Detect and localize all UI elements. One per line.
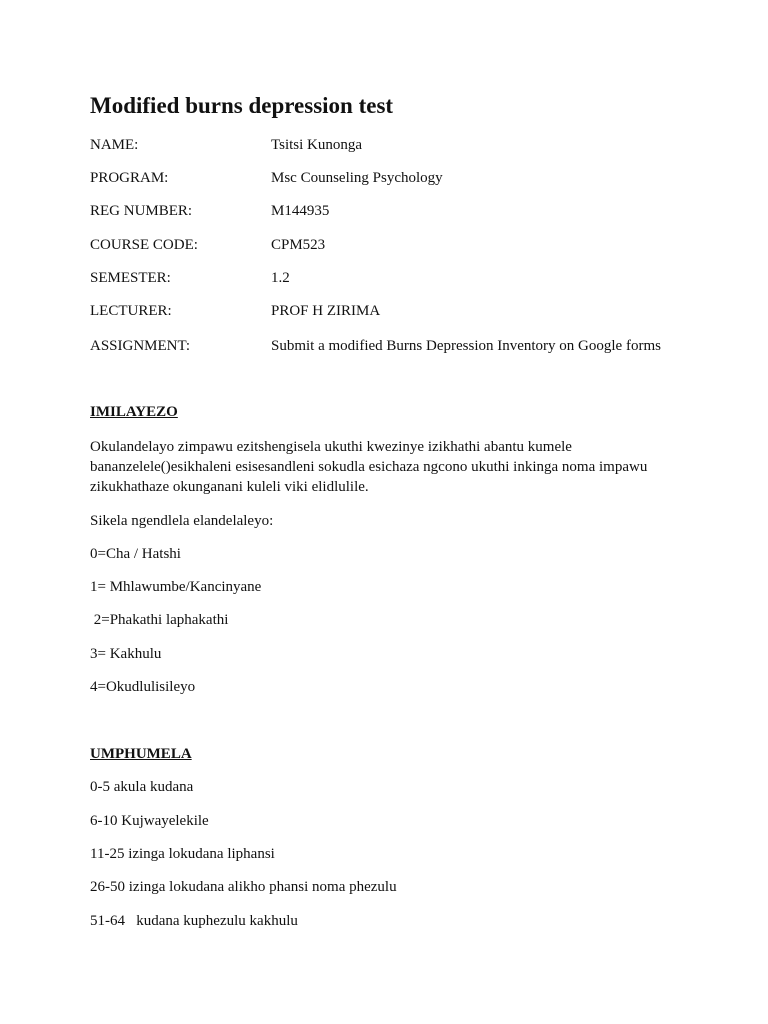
scale-item: 1= Mhlawumbe/Kancinyane — [90, 579, 262, 595]
result-item: 26-50 izinga lokudana alikho phansi noma phezulu — [90, 879, 397, 895]
info-label: COURSE CODE: — [90, 237, 198, 253]
instruction-line: Sikela ngendlela elandelaleyo: — [90, 513, 274, 529]
info-value: PROF H ZIRIMA — [271, 303, 381, 319]
info-value: M144935 — [271, 203, 330, 219]
result-item: 6-10 Kujwayelekile — [90, 813, 209, 829]
info-label: NAME: — [90, 137, 139, 153]
info-row-name — [90, 137, 690, 157]
info-label: LECTURER: — [90, 303, 172, 319]
info-value: 1.2 — [271, 270, 290, 286]
info-value: Msc Counseling Psychology — [271, 170, 443, 186]
info-value: Tsitsi Kunonga — [271, 137, 363, 153]
result-item: 0-5 akula kudana — [90, 779, 194, 795]
result-item: 11-25 izinga lokudana liphansi — [90, 846, 275, 862]
section-heading-imilayezo: IMILAYEZO — [90, 404, 178, 420]
info-value: Submit a modified Burns Depression Inventory on Google forms — [271, 338, 661, 354]
info-row-program — [90, 170, 690, 190]
info-row-reg-number — [90, 203, 690, 223]
instructions-paragraph: Okulandelayo zimpawu ezitshengisela ukuthi kwezinye izikhathi abantu kumele bananzelele()esikhaleni esisesandleni sokudla esichaza ngcono ukuthi inkinga noma impawu zikukhathaze okunganani kuleli viki elidlulile. — [90, 439, 648, 495]
info-row-assignment — [90, 338, 690, 358]
scale-item: 3= Kakhulu — [90, 646, 162, 662]
info-row-lecturer — [90, 303, 690, 323]
document-title: Modified burns depression test — [90, 93, 394, 118]
info-label: REG NUMBER: — [90, 203, 193, 219]
scale-item: 4=Okudlulisileyo — [90, 679, 196, 695]
info-row-semester — [90, 270, 690, 290]
scale-item: 2=Phakathi laphakathi — [90, 612, 229, 628]
scale-item: 0=Cha / Hatshi — [90, 546, 181, 562]
info-value: CPM523 — [271, 237, 326, 253]
section-heading-umphumela: UMPHUMELA — [90, 746, 192, 762]
info-row-course-code — [90, 237, 690, 257]
result-item: 51-64 kudana kuphezulu kakhulu — [90, 913, 298, 929]
info-label: SEMESTER: — [90, 270, 171, 286]
info-label: ASSIGNMENT: — [90, 338, 191, 354]
info-label: PROGRAM: — [90, 170, 169, 186]
